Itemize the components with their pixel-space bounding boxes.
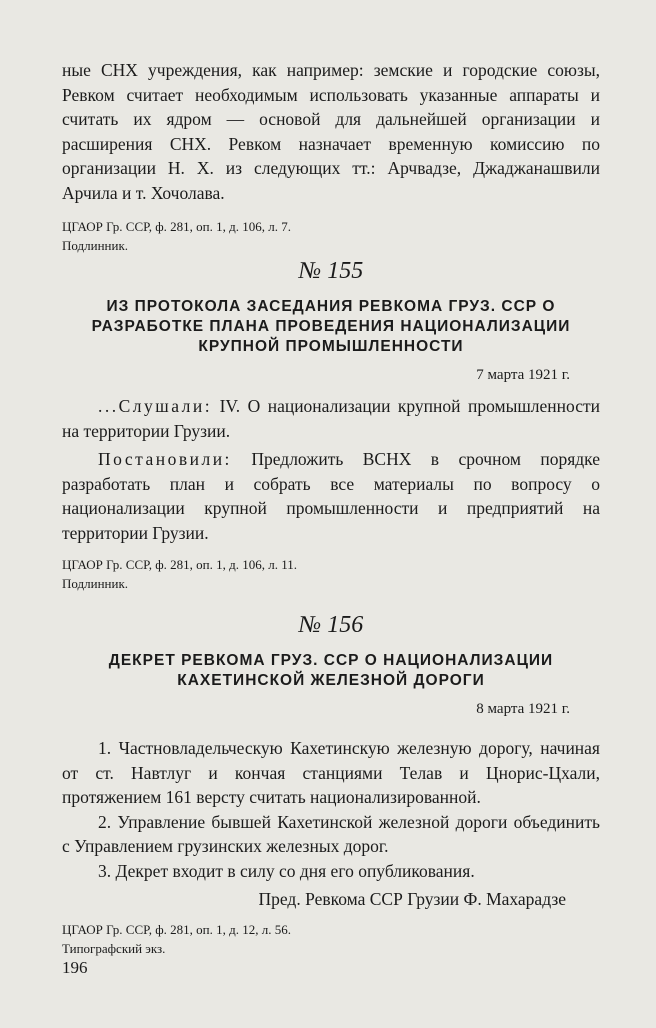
continuation-section <box>62 58 600 255</box>
signature-line: Пред. Ревкома ССР Грузии Ф. Махарадзе <box>258 889 566 909</box>
heard-paragraph <box>62 394 600 443</box>
resolved-paragraph <box>62 447 600 545</box>
decree-item-2: 2. Управление бывшей Кахетинской железной дороги объединить с Управлением грузинских железных дорог. <box>62 811 600 856</box>
original-note: Подлинник. <box>62 238 129 253</box>
document-date: 8 марта 1921 г. <box>476 701 570 717</box>
decree-item-3: 3. Декрет входит в силу со дня его опубликования. <box>98 860 475 881</box>
copy-note: Типографский экз. <box>62 941 166 956</box>
archive-source: ЦГАОР Гр. ССР, ф. 281, оп. 1, д. 106, л. 11. <box>62 557 297 572</box>
document-number: № 156 <box>298 612 364 638</box>
document-156 <box>62 612 600 958</box>
document-number: № 155 <box>298 258 364 284</box>
continuation-text: ные СНХ учреждения, как например: земские и городские союзы, Ревком считает необходимым использовать указанные аппараты и считать их ядром — основой для дальнейшей организации и расширения СНХ. Ревком назначает временную комиссию по организации Н. Х. из следующих тт.: Арчвадзе, Джаджанашвили Арчила и т. Хочолава. <box>62 60 600 203</box>
resolved-label: Постановили: <box>98 449 232 469</box>
document-title: ДЕКРЕТ РЕВКОМА ГРУЗ. ССР О НАЦИОНАЛИЗАЦИИ КАХЕТИНСКОЙ ЖЕЛЕЗНОЙ ДОРОГИ <box>108 652 554 689</box>
heard-label: ...Слушали: <box>98 396 213 416</box>
document-date: 7 марта 1921 г. <box>476 367 570 383</box>
archive-source: ЦГАОР Гр. ССР, ф. 281, оп. 1, д. 12, л. 56. <box>62 922 291 937</box>
document-155 <box>62 258 600 593</box>
heard-text: IV. О национализации крупной промышленности на территории Грузии. <box>62 396 601 441</box>
original-note: Подлинник. <box>62 576 129 591</box>
decree-item-1: 1. Частновладельческую Кахетинскую железную дорогу, начиная от ст. Навтлуг и кончая станциями Телав и Цнорис-Цхали, протяжением 161 версту считать национализированной. <box>62 738 600 807</box>
document-title: ИЗ ПРОТОКОЛА ЗАСЕДАНИЯ РЕВКОМА ГРУЗ. ССР О РАЗРАБОТКЕ ПЛАНА ПРОВЕДЕНИЯ НАЦИОНАЛИЗАЦИИ КРУПНОЙ ПРОМЫШЛЕННОСТИ <box>91 298 571 355</box>
page-number: 196 <box>62 958 88 977</box>
resolved-text: Предложить ВСНХ в срочном порядке разработать план и собрать все материалы по вопросу о национализации крупной промышленности и предприятий на территории Грузии. <box>62 449 601 543</box>
archive-source: ЦГАОР Гр. ССР, ф. 281, оп. 1, д. 106, л. 7. <box>62 219 291 234</box>
